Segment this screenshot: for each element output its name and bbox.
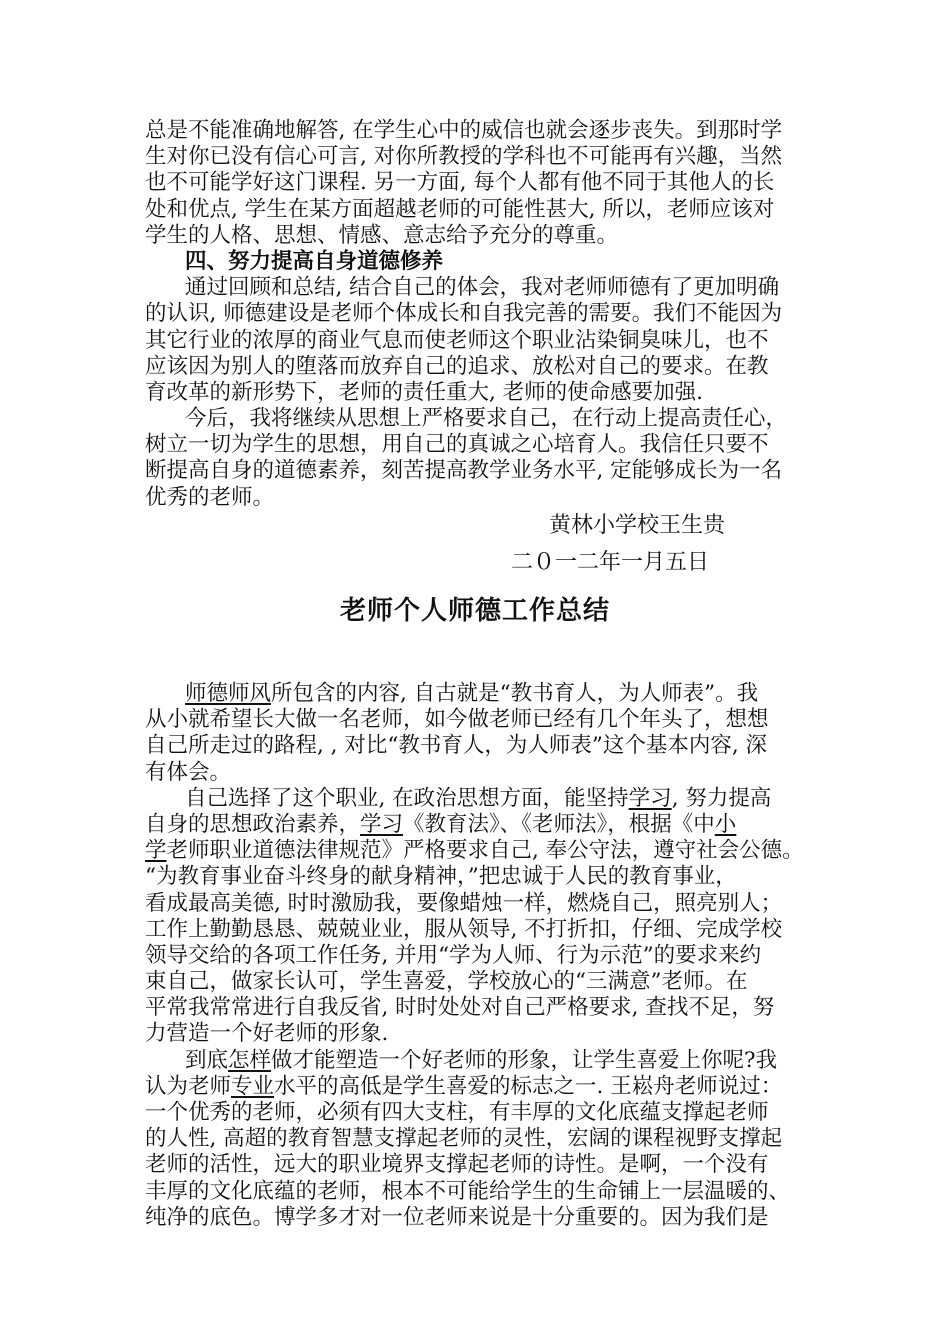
text-line: 工作上勤勤恳恳、兢兢业业，服从领导, 不打折扣，仔细、完成学校 xyxy=(145,916,783,942)
text-line: 束自己，做家长认可，学生喜爱，学校放心的“三满意”老师。在 xyxy=(145,969,748,995)
link-xiaoxue-part1[interactable]: 小 xyxy=(714,811,737,837)
text-span: 《教育法》、《老师法》，根据《中 xyxy=(403,811,715,837)
text-line: 其它行业的浓厚的商业气息而使老师这个职业沾染铜臭味儿，也不 xyxy=(145,327,769,353)
text-span: 水平的高低是学生喜爱的标志之一. 王崧舟老师说过： xyxy=(274,1073,783,1099)
text-line: 总是不能准确地解答, 在学生心中的威信也就会逐步丧失。到那时学 xyxy=(145,118,783,143)
text-span: , 努力提高 xyxy=(671,785,772,811)
text-span: 到底 xyxy=(185,1047,229,1073)
text-line: 老师的活性，远大的职业境界支撑起老师的诗性。是啊，一个没有 xyxy=(145,1152,769,1178)
link-shidefengfeng[interactable]: 师德师风 xyxy=(185,681,272,706)
text-line: 学生的人格、思想、情感、意志给予充分的尊重。 xyxy=(145,222,619,248)
link-zhuanye[interactable]: 专业 xyxy=(231,1073,275,1099)
text-span: 老师职业道德法律规范》严格要求自己, 奉公守法，遵守社会公德。 xyxy=(166,838,804,864)
link-zenyang[interactable]: 怎样 xyxy=(228,1047,272,1073)
section-heading: 四、努力提高自身道德修养 xyxy=(185,248,444,274)
paragraph-continuation xyxy=(145,118,805,511)
text-line: 处和优点, 学生在某方面超越老师的可能性甚大, 所以，老师应该对 xyxy=(145,196,775,222)
text-line: 看成最高美德, 时时激励我，要像蜡烛一样，燃烧自己，照亮别人； xyxy=(145,890,783,916)
signature-date: 二０一二年一月五日 xyxy=(511,550,710,575)
text-line xyxy=(145,812,805,838)
text-line: 纯净的底色。博学多才对一位老师来说是十分重要的。因为我们是 xyxy=(145,1204,769,1230)
signature: 黄林小学校王生贵 xyxy=(549,513,726,538)
text-line: 今后，我将继续从思想上严格要求自己，在行动上提高责任心， xyxy=(185,406,788,432)
text-line: “为教育事业奋斗终身的献身精神，”把忠诚于人民的教育事业， xyxy=(145,864,737,890)
link-xiaoxue-part2[interactable]: 学 xyxy=(145,838,167,864)
text-line: 也不可能学好这门课程. 另一方面, 每个人都有他不同于其他人的长 xyxy=(145,170,775,196)
text-line: 自己所走过的路程, , 对比“教书育人，为人师表”这个基本内容, 深 xyxy=(145,733,767,759)
text-line: 的认识, 师德建设是老师个体成长和自我完善的需要。我们不能因为 xyxy=(145,301,783,327)
text-line xyxy=(145,681,805,707)
text-line: 一个优秀的老师，必须有四大支柱，有丰厚的文化底蕴支撑起老师 xyxy=(145,1100,769,1125)
text-span: 做才能塑造一个好老师的形象，让学生喜爱上你呢?我 xyxy=(271,1047,778,1073)
text-span: 认为老师 xyxy=(145,1073,232,1099)
text-span: 自身的思想政治素养， xyxy=(145,811,361,837)
text-line xyxy=(145,838,805,864)
text-line: 平常我常常进行自我反省, 时时处处对自己严格要求, 查找不足，努 xyxy=(145,995,775,1021)
page-title: 老师个人师德工作总结 xyxy=(339,596,610,626)
text-line: 从小就希望长大做一名老师，如今做老师已经有几个年头了，想想 xyxy=(145,707,769,733)
text-line: 优秀的老师。 xyxy=(145,484,275,510)
article-body xyxy=(145,681,805,1231)
text-line: 有体会。 xyxy=(145,759,232,785)
text-span: 自己选择了这个职业, 在政治思想方面，能坚持 xyxy=(185,785,629,811)
text-line xyxy=(145,1048,805,1074)
text-line xyxy=(145,786,805,812)
text-line: 生对你已没有信心可言, 对你所教授的学科也不可能再有兴趣，当然 xyxy=(145,144,783,170)
link-xuexi[interactable]: 学习 xyxy=(628,785,672,811)
link-xuexi-2[interactable]: 学习 xyxy=(360,811,404,837)
text-span: 所包含的内容, 自古就是“教书育人，为人师表”。我 xyxy=(271,681,759,706)
text-line: 断提高自身的道德素养，刻苦提高教学业务水平, 定能够成长为一名 xyxy=(145,458,783,484)
text-line: 丰厚的文化底蕴的老师，根本不可能给学生的生命铺上一层温暖的、 xyxy=(145,1178,791,1204)
text-line: 的人性, 高超的教育智慧支撑起老师的灵性，宏阔的课程视野支撑起 xyxy=(145,1126,783,1152)
text-line: 树立一切为学生的思想，用自己的真诚之心培育人。我信任只要不 xyxy=(145,432,769,458)
text-line: 应该因为别人的堕落而放弃自己的追求、放松对自己的要求。在教 xyxy=(145,353,769,379)
text-line: 领导交给的各项工作任务, 并用“学为人师、行为示范”的要求来约 xyxy=(145,942,762,968)
text-line: 力营造一个好老师的形象. xyxy=(145,1021,389,1047)
text-line: 通过回顾和总结, 结合自己的体会，我对老师师德有了更加明确 xyxy=(185,275,780,301)
text-line xyxy=(145,1074,805,1100)
text-line: 育改革的新形势下，老师的责任重大, 老师的使命感要加强. xyxy=(145,379,704,405)
